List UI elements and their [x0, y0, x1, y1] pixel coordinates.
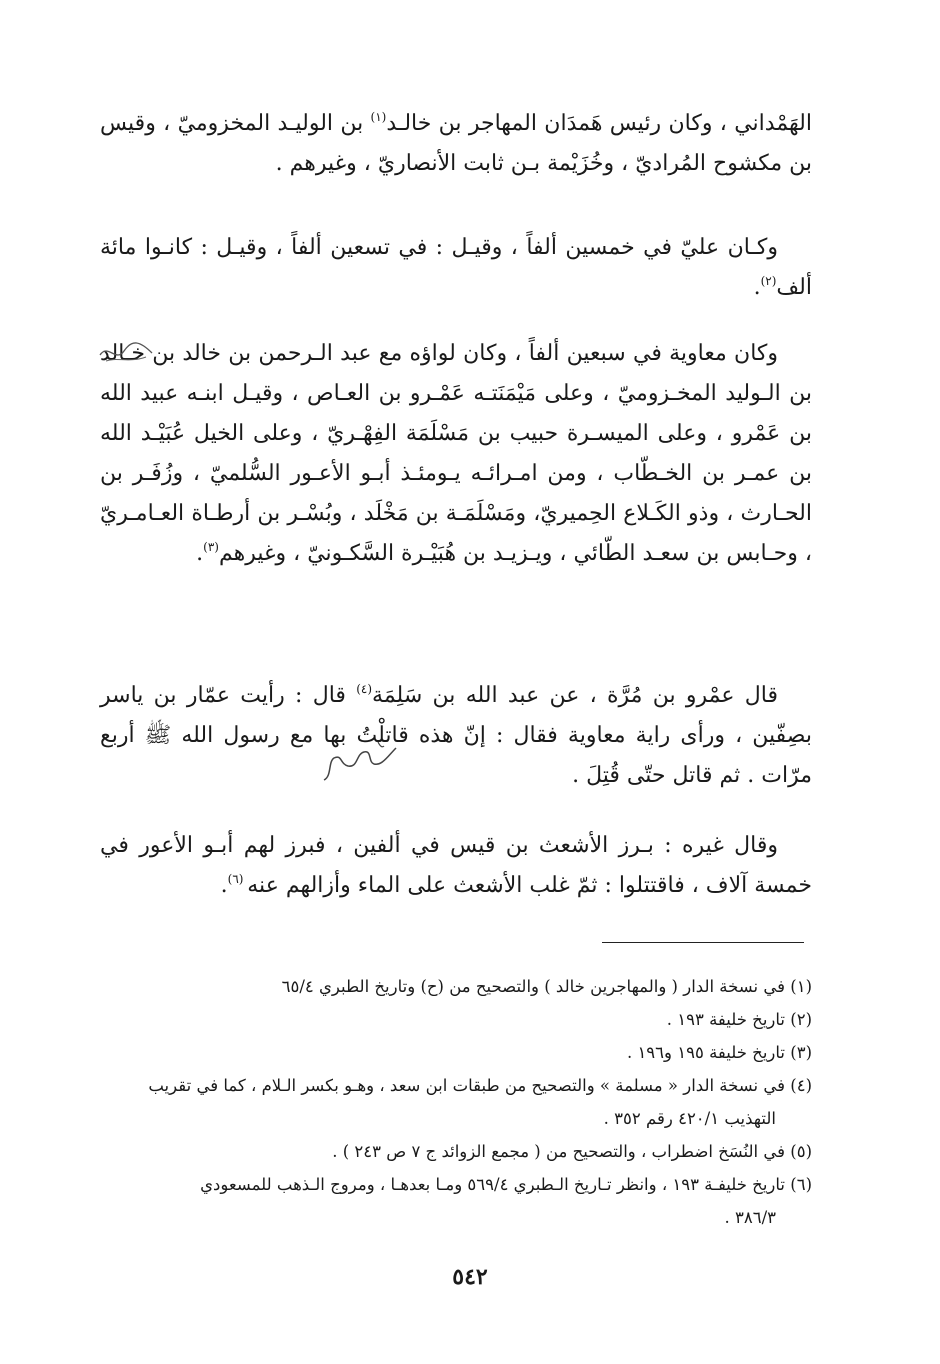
footnote-5: [100, 1135, 812, 1168]
footnote-4: [100, 1069, 812, 1135]
paragraph-text: وكان معاوية في سبعين ألفاً ، وكان لواؤه مع عبد الـرحمن بن خالد بن خـالد بن الـوليد المخـزوميّ ، وعلى مَيْمَنَتـه عَمْـرو بن العـاص ، وقيـل ابنـه عبيد الله بن عَمْرو ، وعلى الميسـرة حبيب بن مَسْلَمَة الفِهْـريّ ، وعلى الخيل عُبَيْـد الله بن عمـر بن الخـطّاب ، ومن امـرائـه يـومئـذ أبـو الأعـور السُّلميّ ، وزُفَـر بن الحـارث ، وذو الكَـلاع الحِميريّ، ومَسْلَمَـة بن مَخْلَد ، وبُسْـر بن أرطـاة العـامـريّ ، وحـابس بن سعـد الطّائي ، ويـزيـد بن هُبَيْـرة السَّكـونيّ ، وغيرهم: [100, 341, 812, 566]
paragraph-3: [100, 334, 812, 574]
footnote-text: (٣) تاريخ خليفة ١٩٥ و١٩٦ .: [626, 1043, 812, 1062]
paragraph-text: الهَمْداني ، وكان رئيس هَمدَان المهاجر بن خالـد: [386, 111, 812, 136]
footnote-ref-1: (١): [370, 110, 387, 124]
footnote-continuation: ٣٨٦/٣ .: [724, 1208, 776, 1227]
footnote-text: (٥) في النُسَخ اضطراب ، والتصحيح من ( مجمع الزوائد ج ٧ ص ٢٤٣ ) .: [332, 1142, 812, 1161]
footnote-text: (٦) تاريخ خليفـة ١٩٣ ، وانظر تـاريخ الـطبري ٥٦٩/٤ ومـا بعدهـا ، ومروج الـذهب للمسعودي: [200, 1175, 812, 1194]
footnote-ref-4: (٤): [356, 682, 373, 696]
footnote-separator: [602, 942, 804, 943]
footnotes: [100, 970, 812, 1234]
paragraph-5: [100, 826, 812, 906]
paragraph-text: .: [220, 873, 228, 898]
handwritten-annotation: [318, 736, 402, 786]
footnote-continuation: التهذيب ٤٢٠/١ رقم ٣٥٢ .: [603, 1109, 776, 1128]
page-number: ٥٤٢: [452, 1264, 488, 1290]
footnote-6: [100, 1168, 812, 1234]
footnote-3: [100, 1036, 812, 1069]
paragraph-text: .: [753, 275, 761, 300]
paragraph-4: [100, 676, 812, 796]
paragraph-text: قال : رأيت عمّار بن ياسر بصِفّين ، ورأى راية معاوية فقال : إنّ هذه قاتلْتُ بها مع رسول الله ﷺ أربع مرّات . ثم قاتل حتّى قُتِلَ .: [100, 683, 812, 788]
paragraph-2: [100, 228, 812, 308]
footnote-ref-6: (٦): [227, 872, 248, 886]
paragraph-text: وكـان عليّ في خمسين ألفاً ، وقيـل : في تسعين ألفاً ، وقيـل : كانـوا مائة ألف: [100, 235, 812, 300]
footnote-text: (١) في نسخة الدار ( والمهاجرين خالد ) والتصحيح من (ح) وتاريخ الطبري ٦٥/٤: [281, 977, 812, 996]
footnote-2: [100, 1003, 812, 1036]
paragraph-text: وقال غيره : بـرز الأشعث بن قيس في ألفين ، فبرز لهم أبـو الأعور في خمسة آلاف ، فاقتتلوا : ثمّ غلب الأشعث على الماء وأزالهم عنه: [100, 833, 812, 898]
paragraph-text: بن الوليـد المخزوميّ ، وقيس بن مكشوح المُراديّ ، وخُزَيْمة بـن ثابت الأنصاريّ ، وغيرهم .: [100, 111, 812, 176]
footnote-text: (٢) تاريخ خليفة ١٩٣ .: [666, 1010, 812, 1029]
paragraph-text: .: [196, 541, 204, 566]
handwritten-margin-mark: [96, 337, 156, 367]
footnote-1: [100, 970, 812, 1003]
footnote-ref-2: (٢): [760, 274, 777, 288]
paragraph-text: قال عمْرو بن مُرَّة ، عن عبد الله بن سَلِمَة: [372, 683, 778, 708]
paragraph-1: [100, 104, 812, 184]
footnote-text: (٤) في نسخة الدار « مسلمة » والتصحيح من طبقات ابن سعد ، وهـو بكسر الـلام ، كما في تقريب: [148, 1076, 812, 1095]
footnote-ref-3: (٣): [203, 540, 219, 554]
